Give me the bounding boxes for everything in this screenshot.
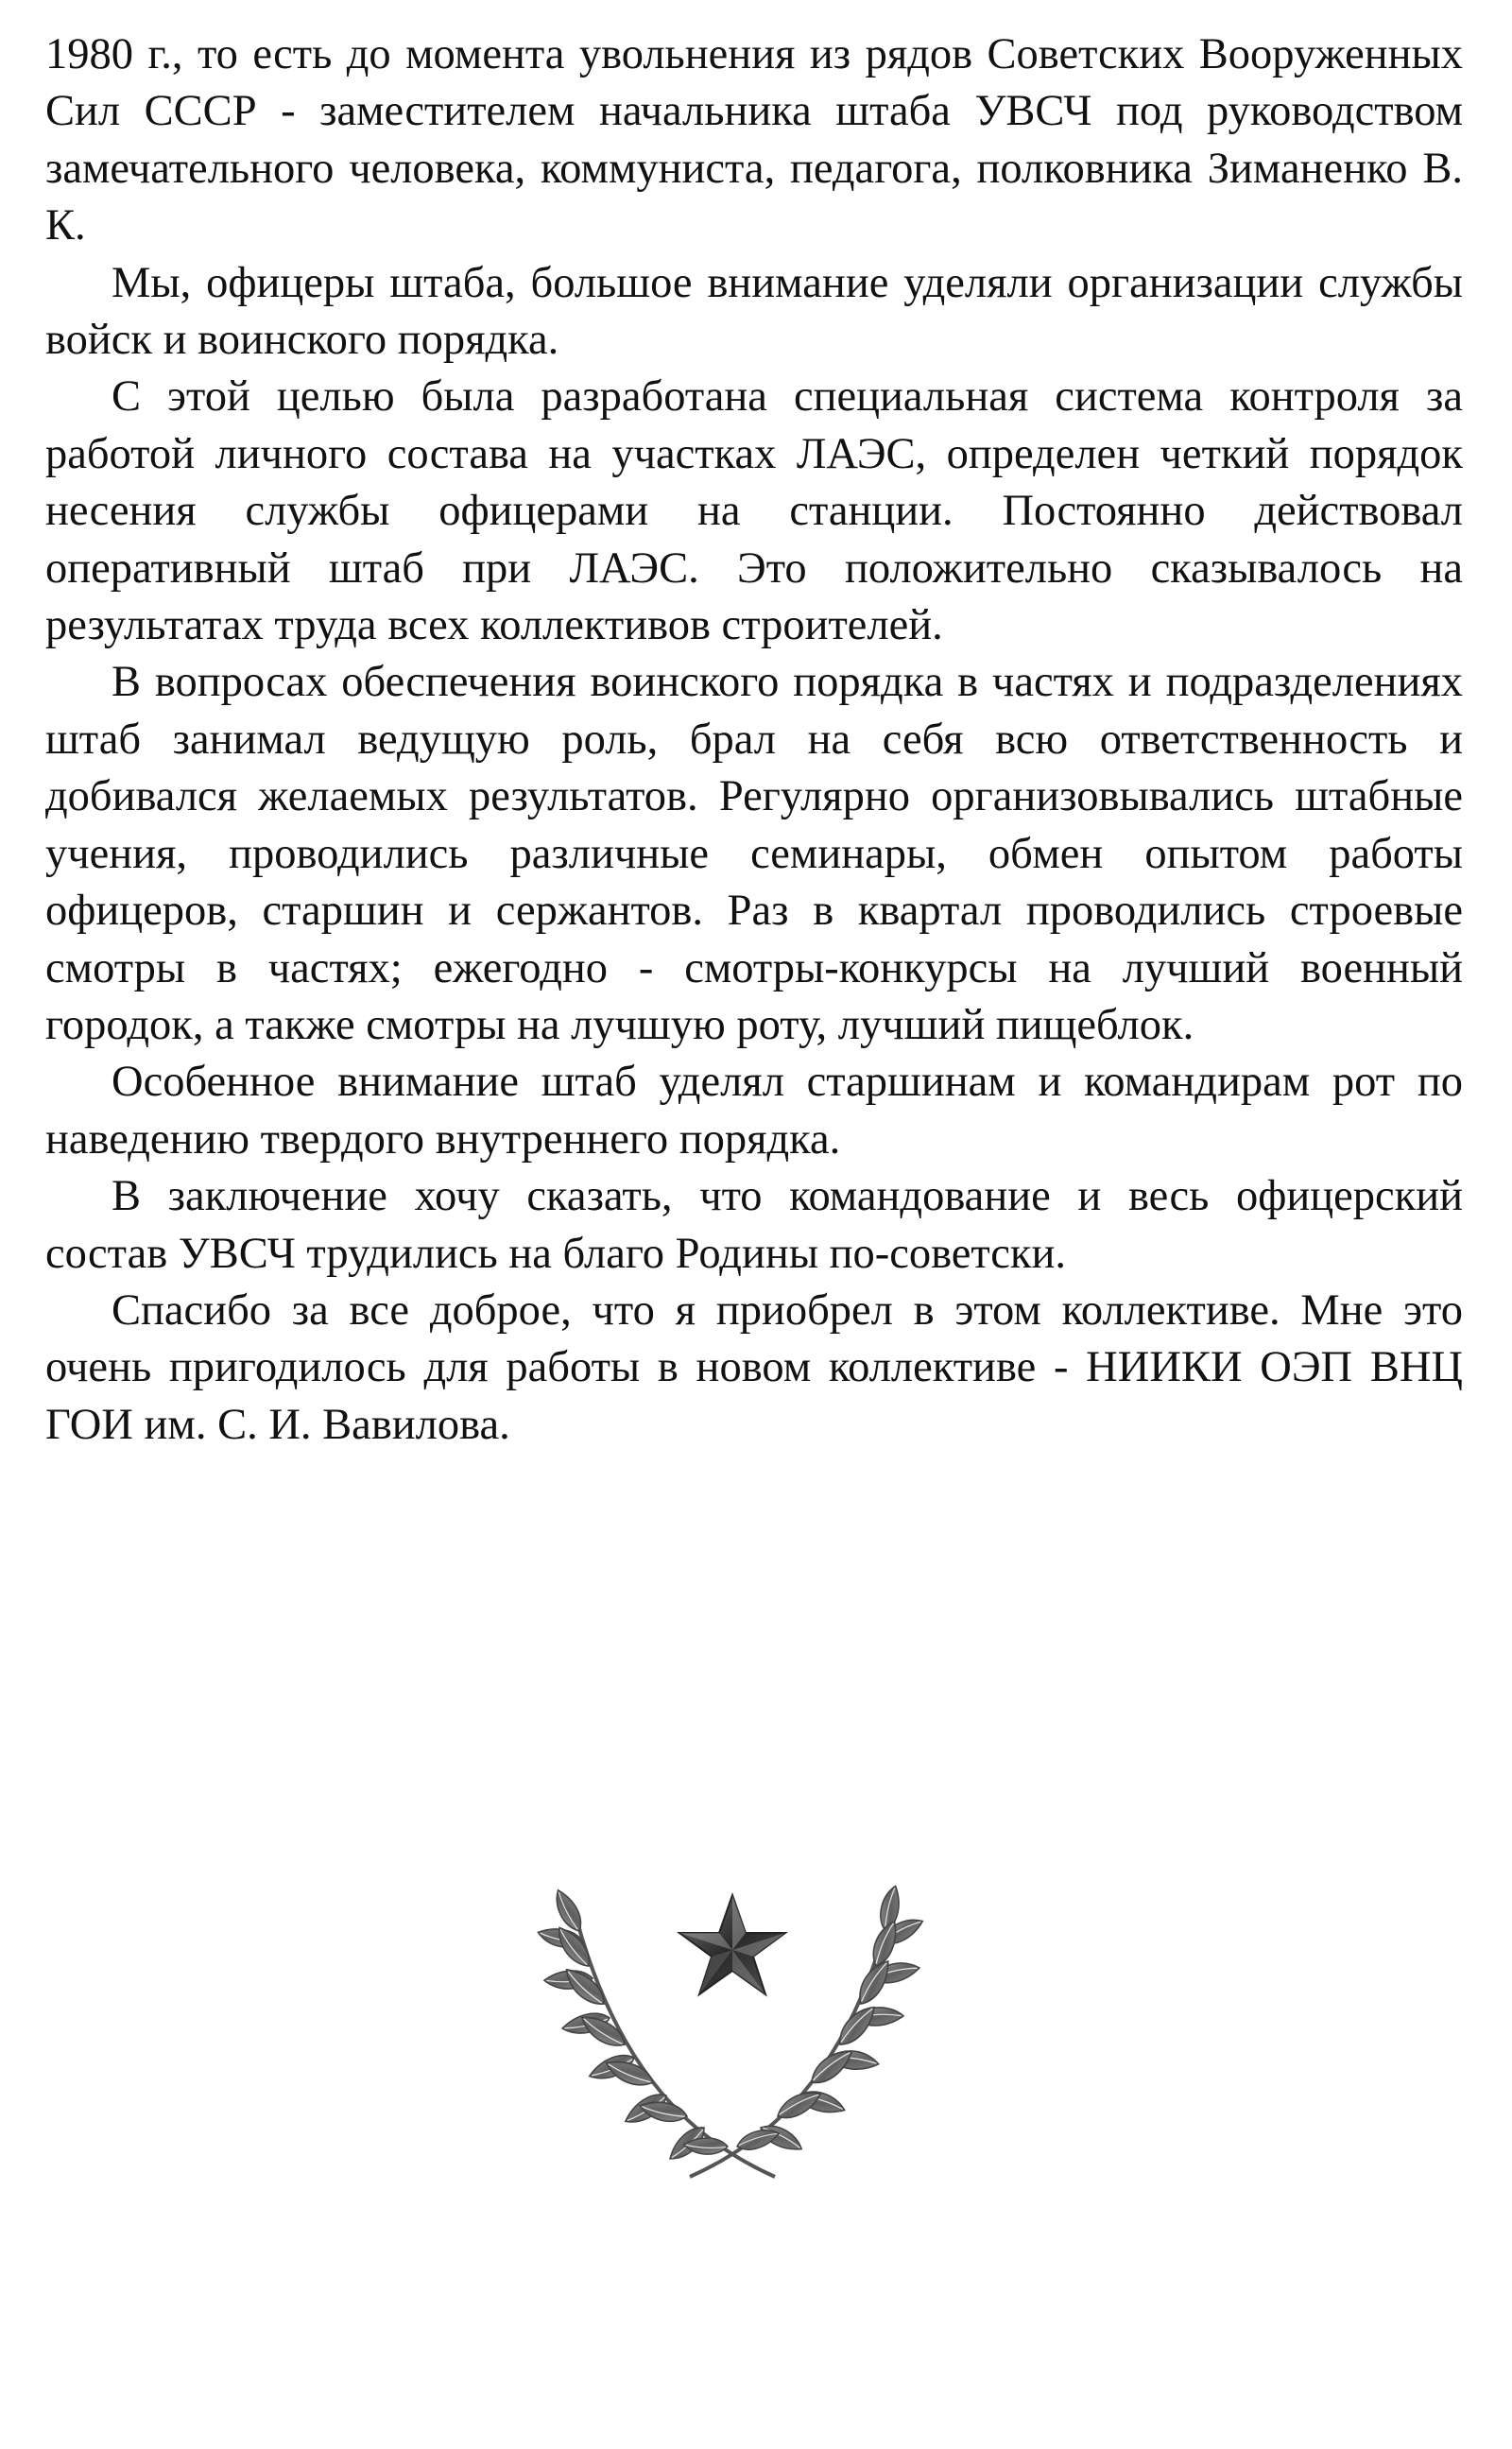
paragraph-conclusion: В заключение хочу сказать, что командование и весь офицерский состав УВСЧ трудились на благо Родины по-советски. (45, 1172, 1463, 1278)
paragraph-thanks: Спасибо за все доброе, что я приобрел в этом коллективе. Мне это очень пригодилось для работы в новом коллективе - НИИКИ ОЭП ВНЦ ГОИ им. С. И. Вавилова. (45, 1285, 1463, 1449)
paragraph-sergeants-commanders: Особенное внимание штаб уделял старшинам и командирам рот по наведению твердого внутреннего порядка. (45, 1058, 1463, 1164)
document-page (45, 26, 1463, 1454)
star-and-laurel-emblem-icon (534, 1876, 931, 2188)
paragraph-staff-attention: Мы, офицеры штаба, большое внимание уделяли организации службы войск и воинского порядка. (45, 258, 1463, 365)
paragraph-military-order: В вопросах обеспечения воинского порядка в частях и подразделениях штаб занимал ведущую роль, брал на себя всю ответственность и добивался желаемых результатов. Регулярно организовывались штабные учения, проводились различные семинары, обмен опытом работы офицеров, старшин и сержантов. Раз в квартал проводились строевые смотры в частях; ежегодно - смотры-конкурсы на лучший военный городок, а также смотры на лучшую роту, лучший пищеблок. (45, 658, 1463, 1049)
paragraph-continuation-1980: 1980 г., то есть до момента увольнения из рядов Советских Вооруженных Сил СССР - заместителем начальника штаба УВСЧ под руководством замечательного человека, коммуниста, педагога, полковника Зиманенко В. К. (45, 30, 1463, 250)
star-icon (679, 1895, 785, 1994)
paragraph-control-system: С этой целью была разработана специальная система контроля за работой личного состава на участках ЛАЭС, определен четкий порядок несения службы офицерами на станции. Постоянно действовал оперативный штаб при ЛАЭС. Это положительно сказывалось на результатах труда всех коллективов строителей. (45, 372, 1463, 650)
